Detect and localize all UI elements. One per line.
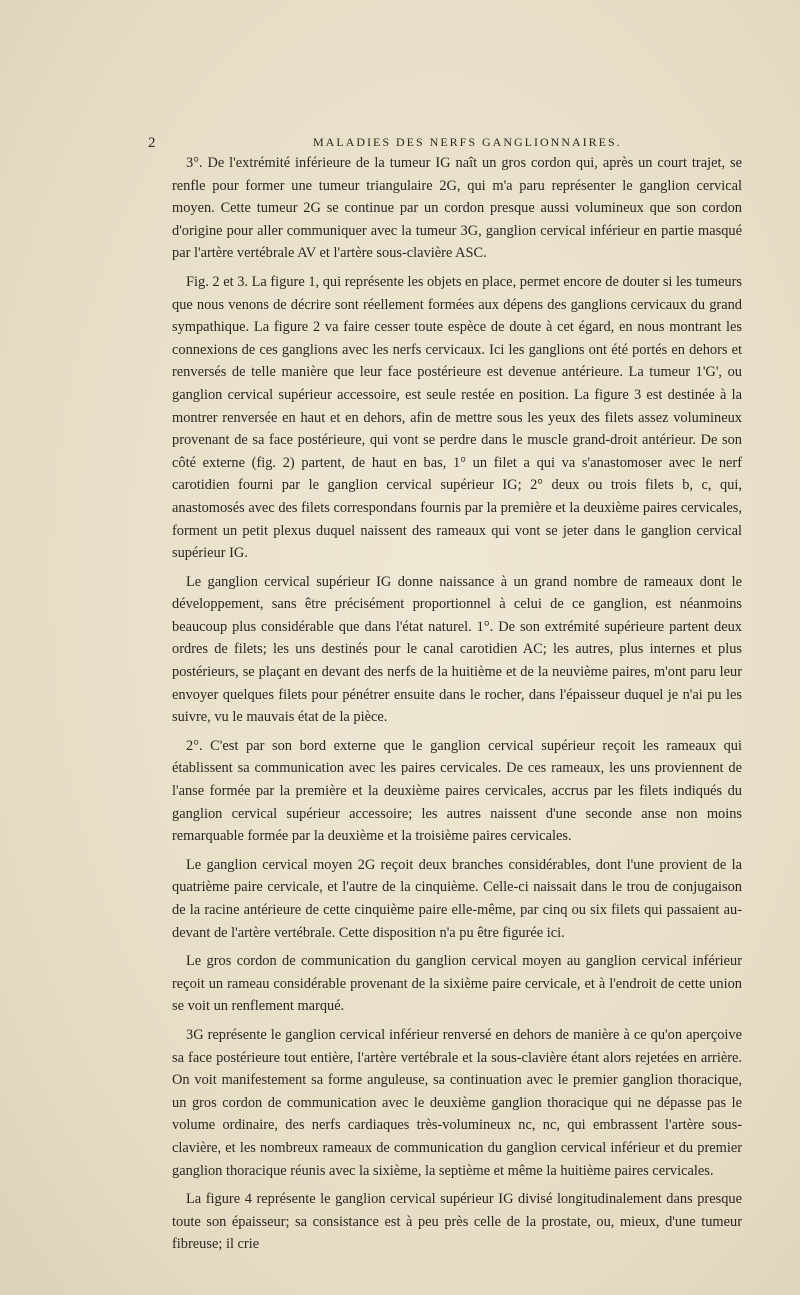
paragraph: La figure 4 représente le ganglion cervical supérieur IG divisé longitudinalement dans presque toute son épaisseur; sa consistance est à peu près celle de la prostate, ou, mieux, d'une tumeur fibreuse; il crie xyxy=(172,1191,742,1253)
paragraph: 3°. De l'extrémité inférieure de la tumeur IG naît un gros cordon qui, après un court trajet, se renfle pour former une tumeur triangulaire 2G, qui m'a paru représenter le ganglion cervical moyen. Cette tumeur 2G se continue par un cordon presque aussi volumineux que son cordon d'origine pour aller communiquer avec la tumeur 3G, ganglion cervical inférieur en partie masqué par l'artère vertébrale AV et l'artère sous-clavière ASC. xyxy=(172,155,742,262)
paragraph: Fig. 2 et 3. La figure 1, qui représente les objets en place, permet encore de douter si les tumeurs que nous venons de décrire sont réellement formées aux dépens des ganglions cervicaux du grand sympathique. La figure 2 va faire cesser toute espèce de doute à cet égard, en nous montrant les connexions de ces ganglions avec les nerfs cervicaux. Ici les ganglions ont été portés en dehors et renversés de telle manière que leur face postérieure est devenue antérieure. La tumeur 1'G', ou ganglion cervical supérieur accessoire, est seule restée en position. La figure 3 est destinée à la montrer renversée en haut et en dehors, afin de mettre sous les yeux des filets assez volumineux provenant de sa face postérieure, qui vont se perdre dans le muscle grand-droit antérieur. De son côté externe (fig. 2) partent, de haut en bas, 1° un filet a qui va s'anastomoser avec le nerf carotidien fourni par le ganglion cervical supérieur IG; 2° deux ou trois filets b, c, qui, anastomosés avec des filets correspondans fournis par la première et la deuxième paires cervicales, forment un petit plexus duquel naissent des rameaux qui vont se jeter dans le ganglion cervical supérieur IG. xyxy=(172,273,742,562)
paragraph: Le ganglion cervical supérieur IG donne naissance à un grand nombre de rameaux dont le développement, sans être précisément proportionnel à celui de ce ganglion, est néanmoins beaucoup plus considérable que dans l'état naturel. 1°. De son extrémité supérieure partent deux ordres de filets; les uns destinés pour le canal carotidien AC; les autres, plus internes et plus postérieurs, se plaçant en devant des nerfs de la huitième et de la neuvième paires, m'ont paru leur envoyer quelques filets pour pénétrer ensuite dans le rocher, dans l'épaisseur duquel je n'ai pu les suivre, vu le mauvais état de la pièce. xyxy=(172,573,742,726)
page-number: 2 xyxy=(148,135,156,151)
body-text xyxy=(172,152,742,1262)
paragraph: Le gros cordon de communication du ganglion cervical moyen au ganglion cervical inférieur reçoit un rameau considérable provenant de la sixième paire cervicale, et à l'endroit de cette union se voit un renflement marqué. xyxy=(172,953,742,1015)
paragraph: 3G représente le ganglion cervical inférieur renversé en dehors de manière à ce qu'on aperçoive sa face postérieure tout entière, l'artère vertébrale et la sous-clavière étant alors rejetées en arrière. On voit manifestement sa forme anguleuse, sa continuation avec le premier ganglion thoracique, un gros cordon de communication avec le deuxième ganglion thoracique qui ne dépasse pas le volume ordinaire, des nerfs cardiaques très-volumineux nc, nc, qui embrassent l'artère sous-clavière, et les nombreux rameaux de communication du ganglion cervical inférieur et du premier ganglion thoracique réunis avec la sixième, la septième et même la huitième paires cervicales. xyxy=(172,1026,742,1179)
page-header xyxy=(148,133,738,153)
paragraph: 2°. C'est par son bord externe que le ganglion cervical supérieur reçoit les rameaux qui établissent sa communication avec les paires cervicales. De ces rameaux, les uns proviennent de l'anse formée par la première et la deuxième paires cervicales, accrus par les filets indiqués du ganglion cervical supérieur accessoire; les autres naissent d'une seconde anse non moins remarquable formée par la deuxième et la troisième paires cervicales. xyxy=(172,737,742,845)
running-title: MALADIES DES NERFS GANGLIONNAIRES. xyxy=(313,135,622,149)
paragraph: Le ganglion cervical moyen 2G reçoit deux branches considérables, dont l'une provient de la quatrième paire cervicale, et l'autre de la cinquième. Celle-ci naissait dans le trou de conjugaison de la racine antérieure de cette cinquième paire elle-même, par cinq ou six filets qui passaient au-devant de l'artère vertébrale. Cette disposition n'a pu être figurée ici. xyxy=(172,856,742,941)
